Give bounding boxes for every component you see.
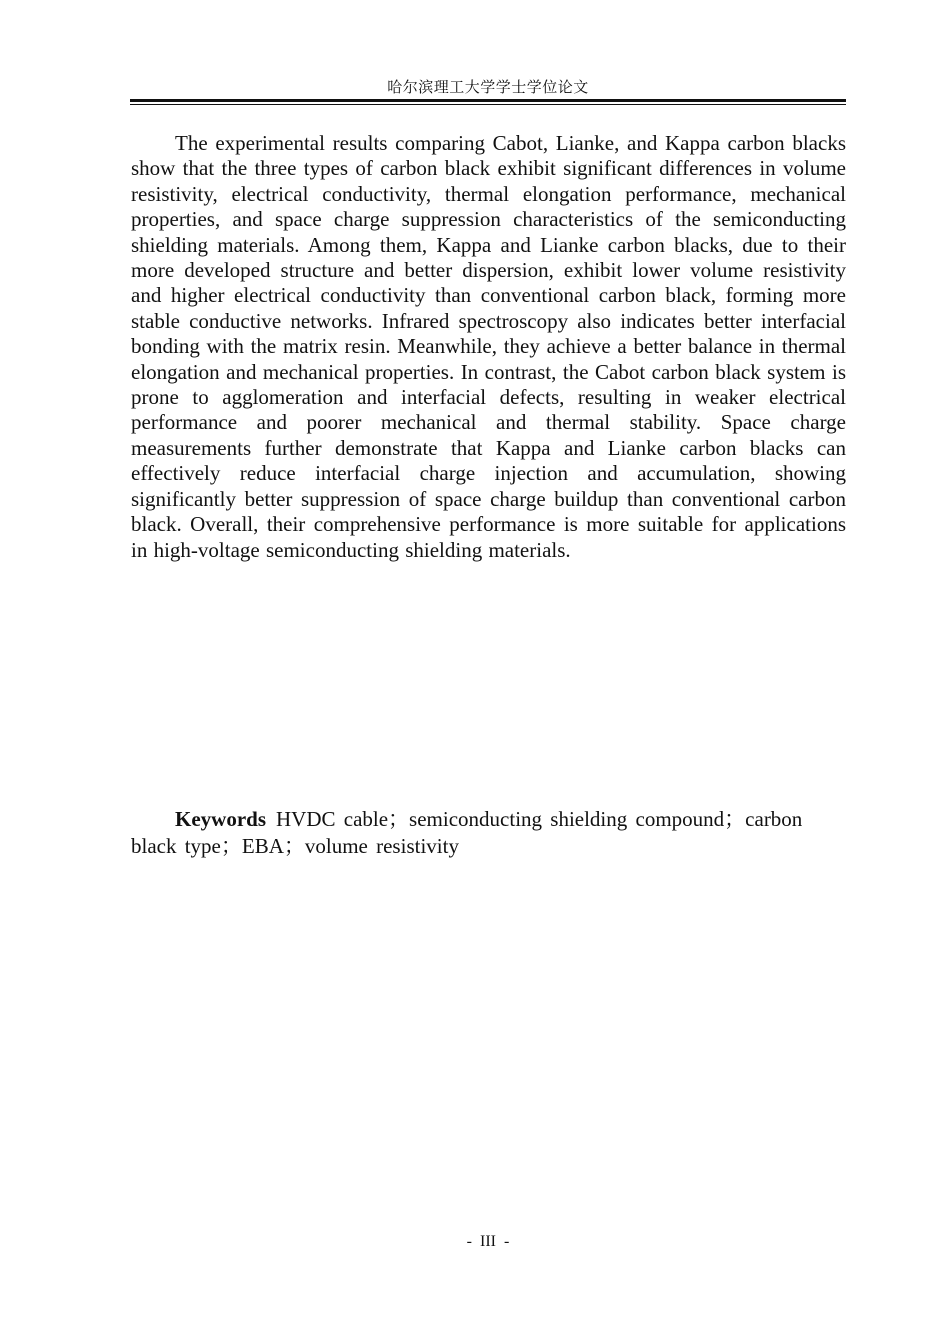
header-rule-thin xyxy=(130,104,846,105)
header-rule-thick xyxy=(130,99,846,102)
page-number: - III - xyxy=(466,1233,510,1250)
running-header-title: 哈尔滨理工大学学士学位论文 xyxy=(387,80,589,96)
keywords-paragraph xyxy=(131,806,846,860)
abstract-paragraph: The experimental results comparing Cabot, Lianke, and Kappa carbon blacks show that the three types of carbon black exhibit significant differences in volume resistivity, electrical conductivity, thermal elongation performance, mechanical properties, and space charge suppression characteristics of the semiconducting shielding materials. Among them, Kappa and Lianke carbon blacks, due to their more developed structure and better dispersion, exhibit lower volume resistivity and higher electrical conductivity than conventional carbon black, forming more stable conductive networks. Infrared spectroscopy also indicates better interfacial bonding with the matrix resin. Meanwhile, they achieve a better balance in thermal elongation and mechanical properties. In contrast, the Cabot carbon black system is prone to agglomeration and interfacial defects, resulting in weaker electrical performance and poorer mechanical and thermal stability. Space charge measurements further demonstrate that Kappa and Lianke carbon blacks can effectively reduce interfacial charge injection and accumulation, showing significantly better suppression of space charge buildup than conventional carbon black. Overall, their comprehensive performance is more suitable for applications in high-voltage semiconducting shielding materials. xyxy=(131,131,846,562)
keywords-text: HVDC cable；semiconducting shielding compound；carbon black type；EBA；volume resistivity xyxy=(131,807,803,858)
keywords-label: Keywords xyxy=(175,807,266,831)
